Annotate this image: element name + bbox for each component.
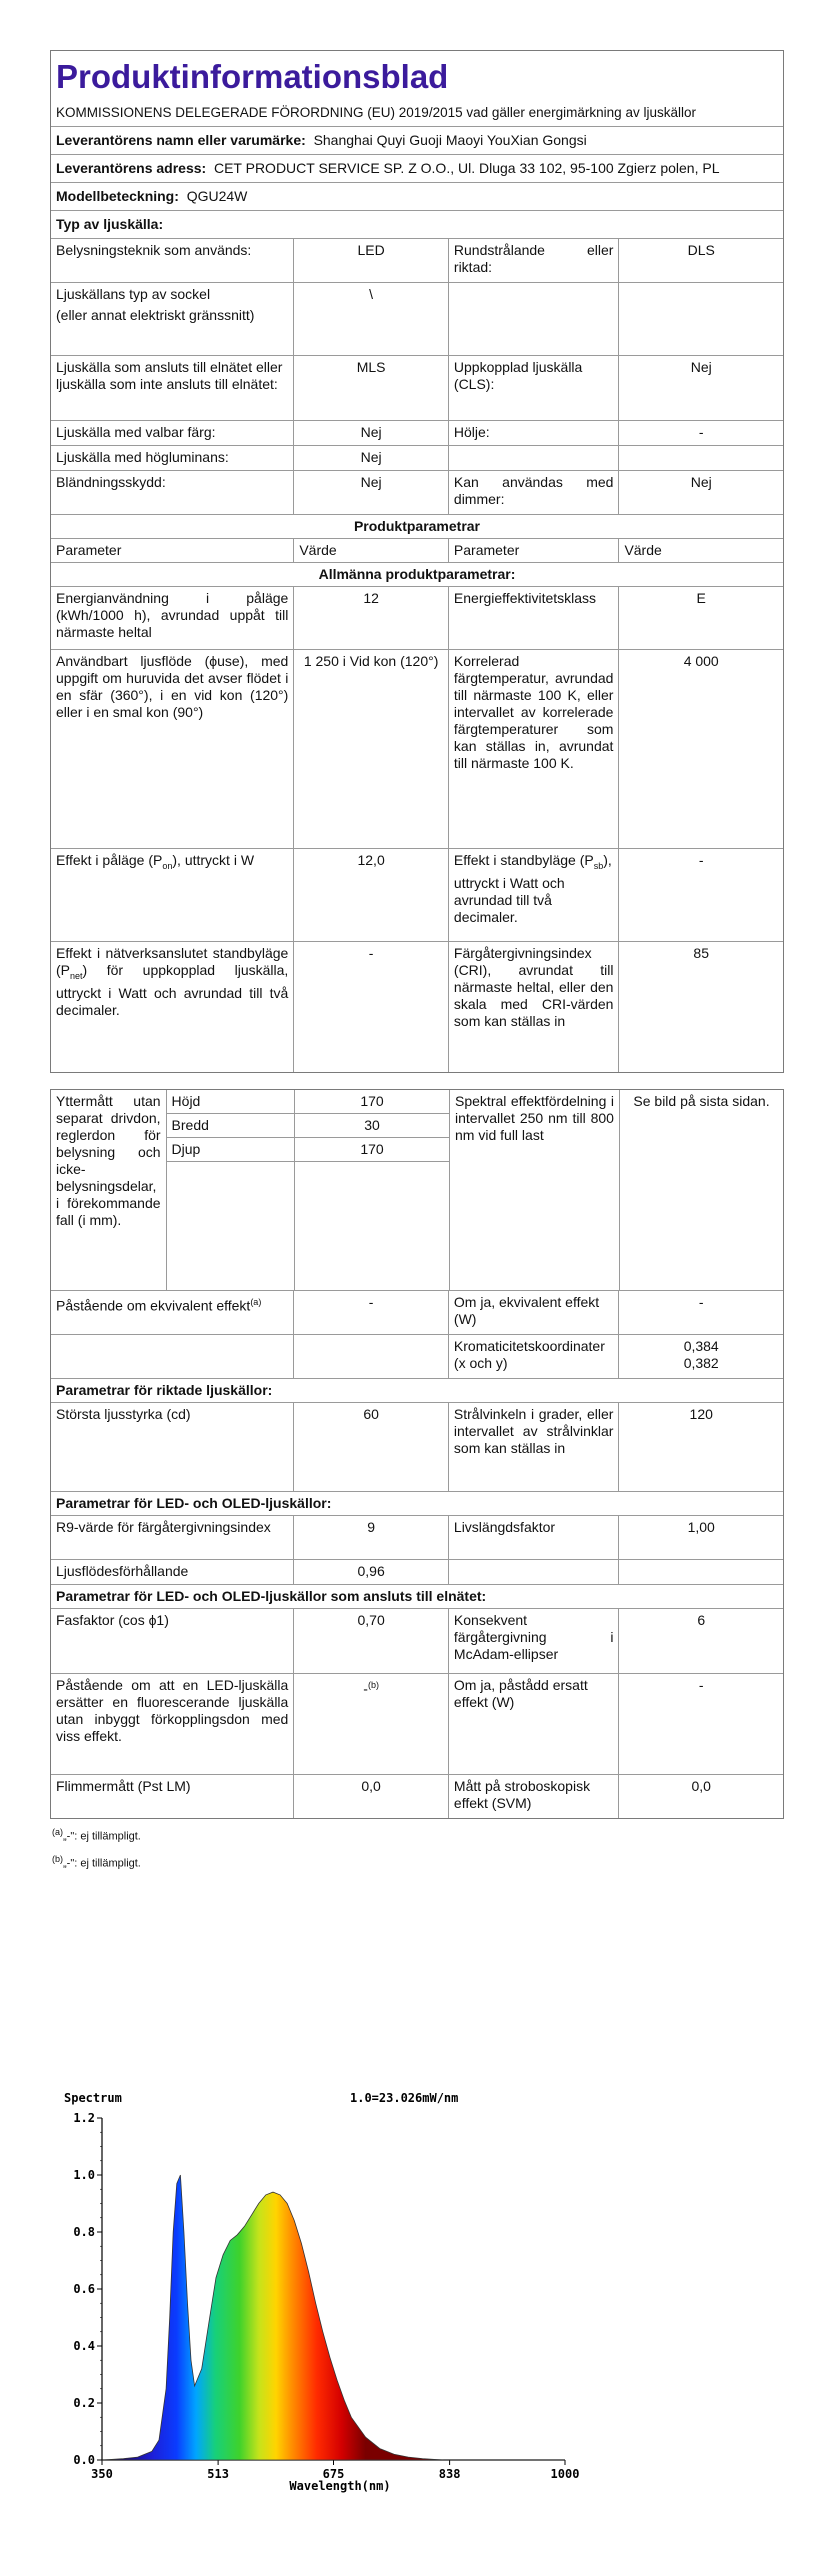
networked-standby-label [51, 942, 293, 1072]
equivalent-power-claim-value: - [293, 1291, 448, 1334]
width-label: Bredd [167, 1114, 294, 1138]
directional-value: DLS [618, 239, 783, 282]
x-tick-label: 350 [91, 2467, 113, 2481]
supplier-address-row [51, 155, 783, 182]
lighting-technology-value: LED [293, 239, 448, 282]
equivalent-power-claim-text: Påstående om ekvivalent effekt [56, 1297, 251, 1314]
cap-type-label-line2: (eller annat elektriskt gränssnitt) [56, 307, 255, 323]
footnote-b-mark: (b) [52, 1853, 63, 1864]
energy-consumption-label: Energianvändning i påläge (kWh/1000 h), avrundad uppåt till närmaste heltal [56, 590, 289, 640]
stroboscopic-label: Mått på stroboskopisk effekt (SVM) [448, 1775, 619, 1818]
energy-consumption-value: 12 [293, 587, 448, 649]
standby-power-label [448, 849, 619, 941]
connected-value: Nej [618, 356, 783, 420]
empty-cell [618, 1560, 783, 1584]
footnote-b-ref: (b) [367, 1680, 379, 1690]
led-mains-params-heading: Parametrar för LED- och OLED-ljuskällor som ansluts till elnätet: [56, 1588, 487, 1604]
beam-angle-value: 120 [618, 1403, 783, 1491]
y-tick-label: 0.8 [73, 2225, 95, 2239]
flux-maintenance-label: Ljusflödesförhållande [56, 1563, 189, 1579]
height-value: 170 [295, 1090, 449, 1114]
height-label: Höjd [167, 1090, 294, 1114]
anti-glare-value: Nej [293, 471, 448, 514]
general-params-heading: Allmänna produktparametrar: [318, 566, 516, 582]
dimension-values [294, 1090, 449, 1290]
power-factor-label: Fasfaktor (cos ϕ1) [56, 1612, 169, 1628]
survival-factor-label: Livslängdsfaktor [448, 1516, 619, 1559]
envelope-label: Hölje: [448, 421, 619, 445]
mains-label: Ljuskälla som ansluts till elnätet eller ljuskälla som inte ansluts till elnätet: [56, 359, 283, 392]
connected-label: Uppkopplad ljuskälla (CLS): [448, 356, 619, 420]
equivalent-power-claim-label [51, 1291, 293, 1334]
empty-cell [618, 283, 783, 355]
empty-cell [448, 1560, 619, 1584]
dimmable-value: Nej [618, 471, 783, 514]
directional-label: Rundstrålande eller riktad: [448, 239, 619, 282]
product-information-sheet [50, 50, 784, 1870]
power-factor-value: 0,70 [293, 1609, 448, 1673]
networked-standby-label-text: Effekt i nätverksanslutet standbyläge (P [56, 945, 289, 978]
regulation-text: KOMMISSIONENS DELEGERADE FÖRORDNING (EU) 2019/2015 vad gäller energimärkning av ljuskällor [56, 105, 696, 120]
depth-label: Djup [167, 1138, 294, 1162]
on-mode-power-sub: on [162, 860, 173, 871]
empty-cell [618, 446, 783, 470]
dimensions-block [51, 1090, 294, 1290]
second-table [50, 1089, 784, 1819]
footnote-b [50, 1852, 784, 1871]
main-table [50, 50, 784, 1073]
directional-params-heading: Parametrar för riktade ljuskällor: [56, 1382, 273, 1398]
dimension-names [166, 1090, 294, 1290]
networked-standby-sub: net [70, 970, 83, 981]
footnote-a [50, 1825, 784, 1844]
y-tick-label: 1.0 [73, 2168, 95, 2182]
spectrum-chart [60, 2088, 580, 2493]
x-tick-label: 513 [207, 2467, 229, 2481]
standby-power-sub: sb [593, 860, 604, 871]
dimensions-label: Yttermått utan separat drivdon, reglerdon för belysning och icke-belysningsdelar, i förekommande fall (i mm). [56, 1093, 161, 1228]
spectral-distribution-value: Se bild på sista sidan. [619, 1090, 783, 1290]
envelope-value: - [618, 421, 783, 445]
on-mode-power-label-text: ), uttryckt i W [172, 852, 255, 868]
col-param-header: Parameter [56, 542, 122, 558]
product-params-heading: Produktparametrar [353, 518, 481, 534]
flicker-value: 0,0 [293, 1775, 448, 1818]
high-luminance-value: Nej [293, 446, 448, 470]
high-luminance-label: Ljuskälla med högluminans: [56, 449, 229, 465]
useful-flux-label: Användbart ljusflöde (ϕuse), med uppgift om huruvida det avser flödet i en sfär (360°), i en vid kon (120°) eller i en smal kon (90°) [56, 653, 289, 720]
colour-tunable-label: Ljuskälla med valbar färg: [56, 424, 216, 440]
dimmable-label: Kan användas med dimmer: [448, 471, 619, 514]
depth-value: 170 [295, 1138, 449, 1162]
supplier-name-row [51, 127, 783, 154]
on-mode-power-label-text: Effekt i påläge (P [56, 852, 163, 868]
spectrum-curve [102, 2175, 565, 2460]
empty-cell [293, 1335, 448, 1378]
energy-class-value: E [618, 587, 783, 649]
model-row [51, 183, 783, 210]
model-label: Modellbeteckning: [56, 188, 179, 204]
useful-flux-value: 1 250 i Vid kon (120°) [293, 650, 448, 848]
supplier-name-label: Leverantörens namn eller varumärke: [56, 132, 306, 148]
col-value-header: Värde [293, 539, 448, 562]
cap-type-label [51, 283, 293, 355]
empty-cell [448, 446, 619, 470]
footnote-b-text: „-": ej tillämpligt. [63, 1857, 141, 1870]
col-param-header: Parameter [448, 539, 619, 562]
replacement-claim-label: Påstående om att en LED-ljuskälla ersätter en fluorescerande ljuskälla utan inbyggt förkopplingsdon med viss effekt. [56, 1677, 289, 1744]
networked-standby-value: - [293, 942, 448, 1072]
peak-intensity-value: 60 [293, 1403, 448, 1491]
energy-class-label: Energieffektivitetsklass [448, 587, 619, 649]
mcadam-label: Konsekvent färgåtergivning i McAdam-ellipser [448, 1609, 619, 1673]
cap-type-label-line1: Ljuskällans typ av sockel [56, 286, 211, 302]
equivalent-power-value: - [618, 1291, 783, 1334]
cct-label: Korrelerad färgtemperatur, avrundad till närmaste 100 K, eller intervallet av korrelerade färgtemperaturer som kan ställas in, avrundat till närmaste 100 K. [448, 650, 619, 848]
chart-scale-note: 1.0=23.026mW/nm [350, 2091, 459, 2105]
chromaticity-x: 0,384 [683, 1338, 719, 1354]
page-title: Produktinformationsblad [56, 58, 449, 95]
cct-value: 4 000 [618, 650, 783, 848]
colour-tunable-value: Nej [293, 421, 448, 445]
x-axis-label: Wavelength(nm) [289, 2479, 391, 2493]
replacement-claim-value [293, 1674, 448, 1774]
standby-power-value: - [618, 849, 783, 941]
y-tick-label: 0.0 [73, 2453, 95, 2467]
mcadam-value: 6 [618, 1609, 783, 1673]
flux-maintenance-value: 0,96 [293, 1560, 448, 1584]
empty-cell [51, 1335, 293, 1378]
on-mode-power-value: 12,0 [293, 849, 448, 941]
chromaticity-value [618, 1335, 783, 1378]
replaced-power-label: Om ja, påstådd ersatt effekt (W) [448, 1674, 619, 1774]
x-tick-label: 838 [438, 2467, 461, 2481]
on-mode-power-label [51, 849, 293, 941]
lighting-technology-label: Belysningsteknik som används: [56, 242, 252, 258]
footnote-a-mark: (a) [52, 1827, 63, 1837]
cap-type-value: \ [293, 283, 448, 355]
survival-factor-value: 1,00 [618, 1516, 783, 1559]
supplier-address-value: CET PRODUCT SERVICE SP. Z O.O., Ul. Dluga 33 102, 95-100 Zgierz polen, PL [213, 160, 720, 176]
r9-label: R9-värde för färgåtergivningsindex [56, 1519, 271, 1535]
equivalent-power-label: Om ja, ekvivalent effekt (W) [448, 1291, 619, 1334]
y-tick-label: 0.6 [73, 2282, 95, 2296]
mains-value: MLS [293, 356, 448, 420]
empty-cell [448, 283, 619, 355]
flicker-label: Flimmermått (Pst LM) [56, 1778, 191, 1794]
footnote-a-ref: (a) [250, 1297, 262, 1307]
peak-intensity-label: Största ljusstyrka (cd) [56, 1406, 191, 1422]
stroboscopic-value: 0,0 [618, 1775, 783, 1818]
standby-power-label-text: ), uttryckt i Watt och avrundad till två decimaler. [453, 852, 612, 925]
light-source-heading: Typ av ljuskälla: [56, 216, 164, 232]
spectral-distribution-label: Spektral effektfördelning i intervallet 250 nm till 800 nm vid full last [449, 1090, 619, 1290]
y-tick-label: 0.2 [73, 2396, 95, 2410]
r9-value: 9 [293, 1516, 448, 1559]
cri-label: Färgåtergivningsindex (CRI), avrundat till närmaste heltal, eller den skala med CRI-värden som kan ställas in [448, 942, 619, 1072]
col-value-header: Värde [618, 539, 783, 562]
footnote-a-text: „-": ej tillämpligt. [63, 1830, 141, 1843]
cri-value: 85 [618, 942, 783, 1072]
y-tick-label: 1.2 [73, 2111, 95, 2125]
standby-power-label-text: Effekt i standbyläge (P [453, 852, 594, 868]
anti-glare-label: Bländningsskydd: [56, 474, 166, 490]
led-params-heading: Parametrar för LED- och OLED-ljuskällor: [56, 1495, 332, 1511]
chromaticity-label: Kromaticitetskoordinater (x och y) [448, 1335, 619, 1378]
chromaticity-y: 0,382 [683, 1355, 719, 1371]
networked-standby-label-text: ) för uppkopplad ljuskälla, uttryckt i Watt och avrundad till två decimaler. [56, 962, 289, 1018]
model-value: QGU24W [186, 188, 248, 204]
width-value: 30 [295, 1114, 449, 1138]
chart-title: Spectrum [64, 2091, 122, 2105]
x-tick-label: 675 [322, 2467, 345, 2481]
y-tick-label: 0.4 [73, 2339, 95, 2353]
supplier-name-value: Shanghai Quyi Guoji Maoyi YouXian Gongsi [313, 132, 587, 148]
replacement-claim-text: - [363, 1680, 368, 1697]
replaced-power-value: - [618, 1674, 783, 1774]
beam-angle-label: Strålvinkeln i grader, eller intervallet av strålvinklar som kan ställas in [448, 1403, 619, 1491]
x-tick-label: 1000 [550, 2467, 580, 2481]
supplier-address-label: Leverantörens adress: [56, 160, 207, 176]
